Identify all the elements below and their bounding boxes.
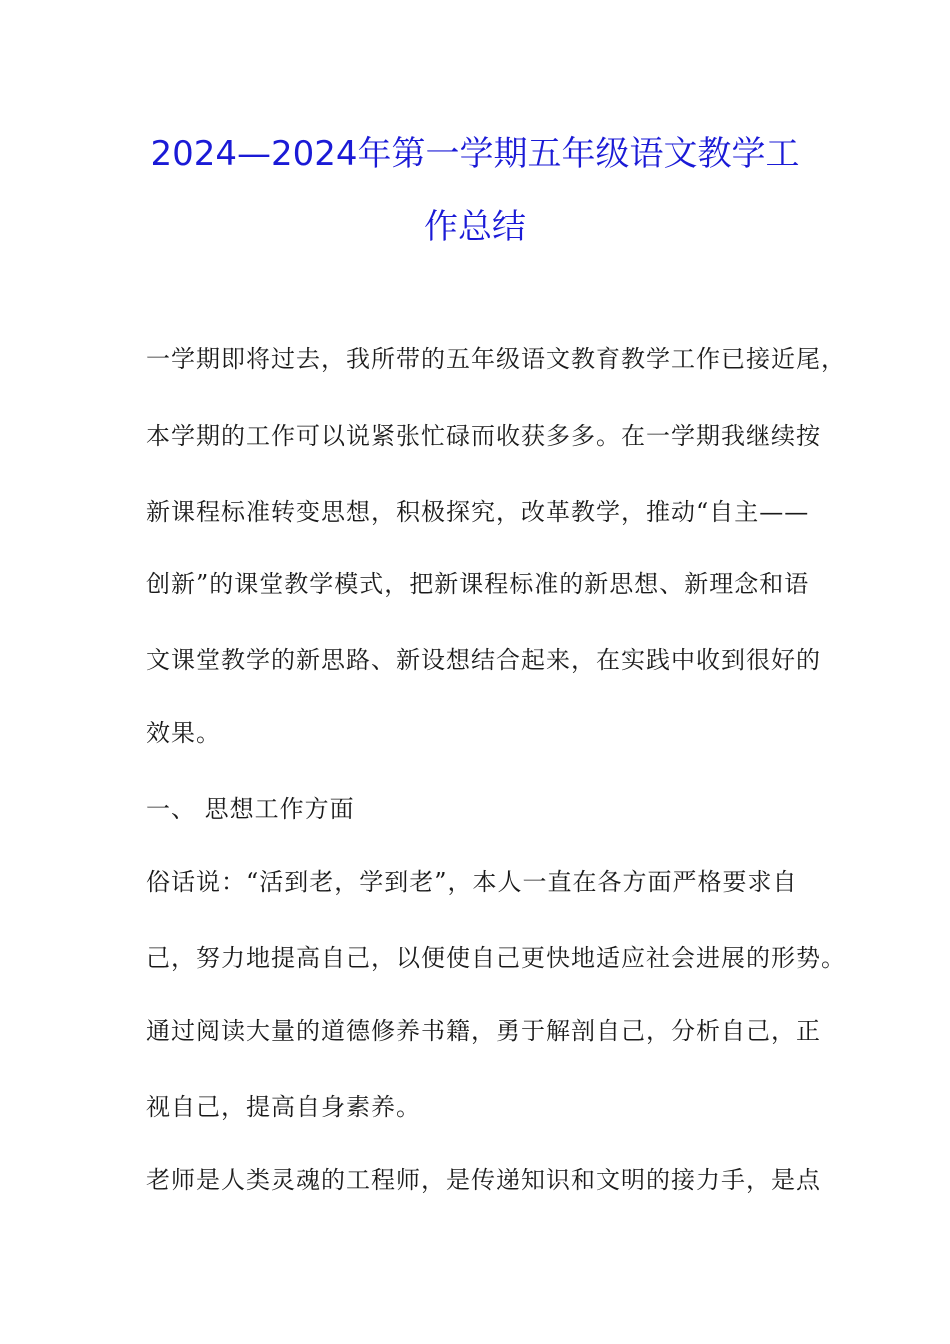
body-line-8: 俗话说：“活到老，学到老”，本人一直在各方面严格要求自 — [146, 868, 798, 896]
body-line-9: 己，努力地提高自己，以便使自己更快地适应社会进展的形势。 — [146, 944, 846, 972]
body-line-6: 效果。 — [146, 719, 221, 747]
body-line-10: 通过阅读大量的道德修养书籍，勇于解剖自己，分析自己，正 — [146, 1017, 821, 1045]
body-line-1: 一学期即将过去，我所带的五年级语文教育教学工作已接近尾， — [146, 345, 846, 373]
body-line-11: 视自己，提高自身素养。 — [146, 1093, 421, 1121]
body-line-5: 文课堂教学的新思路、新设想结合起来，在实践中收到很好的 — [146, 646, 821, 674]
body-line-4: 创新”的课堂教学模式，把新课程标准的新思想、新理念和语 — [146, 570, 810, 598]
body-line-2: 本学期的工作可以说紧张忙碌而收获多多。在一学期我继续按 — [146, 422, 821, 450]
body-line-3: 新课程标准转变思想，积极探究，改革教学，推动“自主—— — [146, 498, 810, 526]
section-heading: 一、 思想工作方面 — [146, 795, 355, 823]
body-line-12: 老师是人类灵魂的工程师，是传递知识和文明的接力手，是点 — [146, 1166, 821, 1194]
document-title-line-1: 2024—2024年第一学期五年级语文教学工 — [150, 134, 800, 174]
document-title-line-2: 作总结 — [424, 207, 526, 247]
